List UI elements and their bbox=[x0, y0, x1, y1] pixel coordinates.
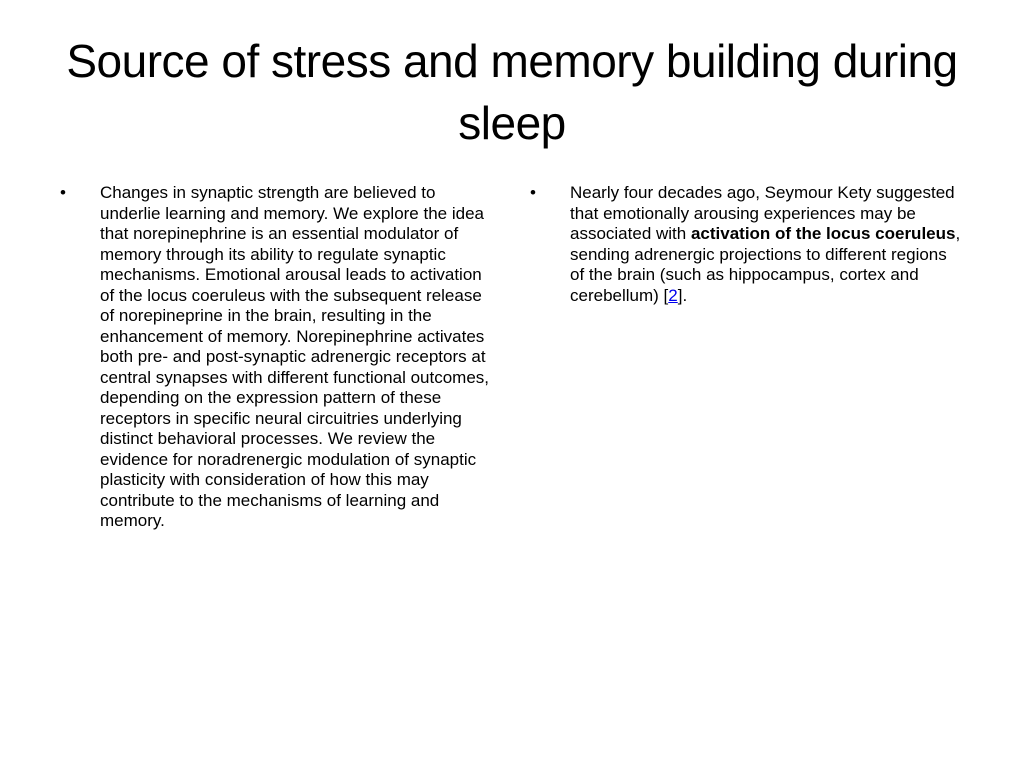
left-bullet-item bbox=[60, 183, 496, 532]
left-bullet-text: Changes in synaptic strength are believed to underlie learning and memory. We explore the idea that norepinephrine is an essential modulator of memory through its ability to regulate synaptic mechanisms. Emotional arousal leads to activation of the locus coeruleus with the subsequent release of norepinepr​ine in the brain, resulting in the enhancement of memory. Norepinephrine activates both pre- and post-synaptic adrenergic receptors at central synapses with different functional outcomes, depending on the expression pattern of these receptors in specific neural circuitries underlying distinct behavioral processes. We review the evidence for noradrenergic modulation of synaptic plasticity with consideration of how this may contribute to the mechanisms of learning and memory. bbox=[100, 183, 490, 530]
left-bullet-list bbox=[60, 183, 496, 532]
bullet-icon: • bbox=[60, 183, 66, 202]
reference-link[interactable]: 2 bbox=[668, 285, 678, 305]
right-bullet-text-before: Nearly four decades ago, Seymour Kety suggested that emotionally arousing experiences may be associated with bbox=[570, 183, 955, 243]
bullet-icon: • bbox=[530, 183, 536, 202]
right-bullet-list bbox=[530, 183, 962, 306]
right-bullet-bold-text: activation of the locus coeruleus bbox=[690, 224, 956, 243]
right-bullet-text-end: ]. bbox=[677, 285, 688, 305]
right-bullet-text-after: , sending adrenergic projections to different regions of the brain (such as hippocampus, cortex and cerebellum) [ bbox=[570, 224, 961, 305]
slide-title: Source of stress and memory building during sleep bbox=[66, 35, 958, 149]
right-bullet-item bbox=[530, 183, 962, 306]
